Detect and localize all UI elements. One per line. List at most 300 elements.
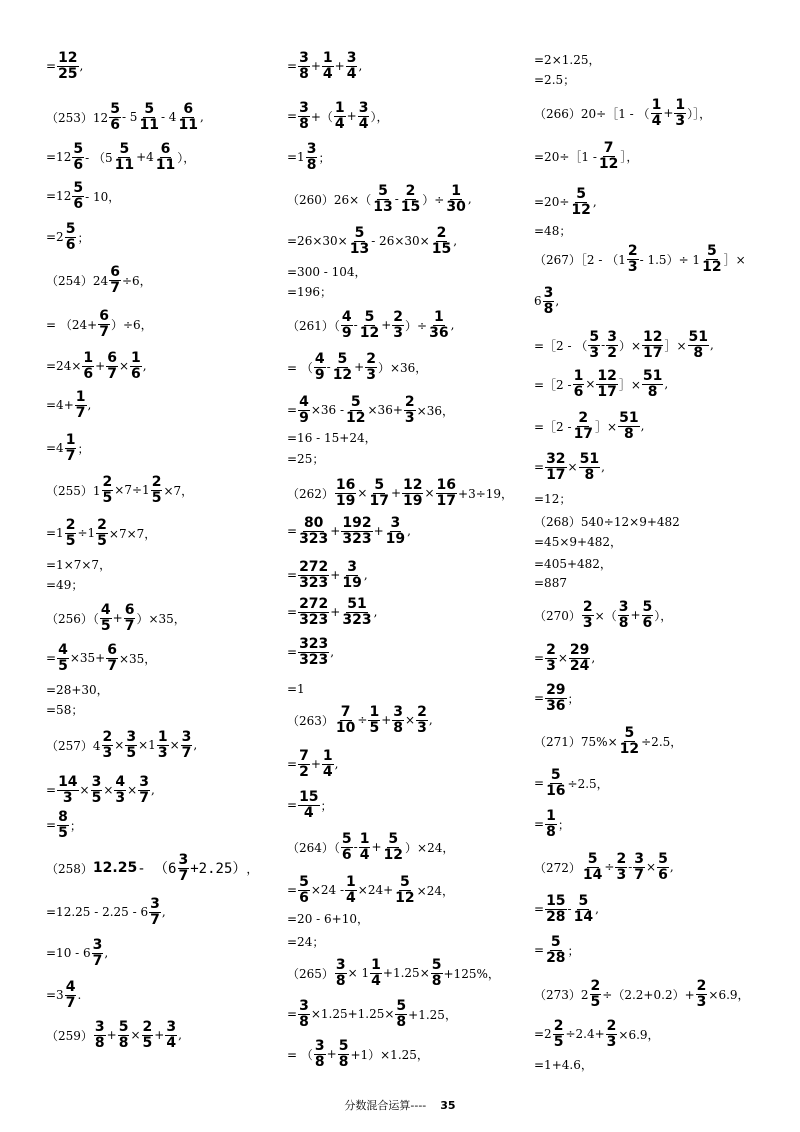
math-line (287, 142, 330, 172)
fraction-denominator: 8 (299, 65, 309, 82)
fraction-denominator: 3 (404, 409, 415, 426)
fraction-denominator: 6 (73, 195, 84, 212)
fraction-numerator: 14 (58, 773, 78, 790)
fraction (627, 244, 639, 275)
fraction-denominator: 19 (335, 492, 356, 509)
math-line (534, 532, 622, 550)
math-text: , (555, 294, 560, 308)
math-text: × (114, 738, 125, 752)
fraction-denominator: 8 (431, 972, 442, 989)
math-text: × (567, 460, 578, 474)
math-text: ］× (723, 252, 746, 267)
fraction-denominator: 15 (400, 198, 421, 215)
fraction-denominator: 16 (546, 782, 566, 799)
math-text: ×7×7， (108, 526, 157, 541)
fraction-denominator: 3 (115, 789, 126, 806)
math-text: . (77, 988, 82, 1002)
math-line (287, 449, 324, 467)
fraction (106, 351, 118, 382)
fraction (109, 102, 121, 133)
fraction-numerator: 3 (299, 49, 309, 66)
fraction-denominator: 7 (139, 789, 149, 806)
fraction (688, 330, 709, 361)
math-text: - (394, 192, 399, 206)
fraction (177, 102, 198, 133)
math-text: + (334, 59, 345, 73)
math-text: , (178, 1028, 182, 1042)
math-text: + (112, 611, 123, 625)
fraction (57, 775, 78, 806)
fraction-numerator: 7 (603, 139, 614, 156)
fraction (65, 980, 77, 1011)
math-text: = （ (287, 1047, 313, 1062)
fraction (642, 600, 654, 631)
fraction-denominator: 17 (546, 466, 566, 483)
fraction-denominator: 323 (342, 611, 372, 628)
fraction-numerator: 6 (183, 100, 194, 117)
math-text: - 4 (160, 110, 177, 124)
fraction-numerator: 16 (335, 476, 356, 493)
math-text: , (710, 338, 714, 352)
fraction (298, 749, 310, 780)
fraction-numerator: 3 (181, 728, 192, 745)
fraction (651, 98, 663, 129)
math-line (46, 980, 81, 1010)
fraction-numerator: 15 (299, 788, 319, 805)
fraction (674, 98, 686, 129)
math-text: +125%， (443, 966, 500, 981)
math-line (46, 265, 152, 295)
math-line (534, 600, 672, 630)
math-text: =24； (287, 934, 325, 949)
fraction-denominator: 25 (58, 65, 78, 82)
math-text: ×24 - (310, 883, 345, 897)
math-text: =1 (287, 682, 305, 696)
fraction-numerator: 7 (340, 703, 351, 720)
fraction-denominator: 6 (341, 846, 352, 863)
math-text: , (330, 645, 335, 659)
math-text: （262） (287, 486, 334, 501)
fraction (431, 958, 443, 989)
math-text: （273）2 (534, 987, 589, 1002)
fraction-denominator: 7 (65, 994, 76, 1011)
fraction-numerator: 5 (658, 850, 668, 867)
fraction-numerator: 1 (433, 308, 444, 325)
fraction-denominator: 323 (299, 530, 329, 547)
math-text: 6 (534, 294, 542, 308)
fraction (298, 637, 329, 668)
fraction-denominator: 17 (643, 344, 663, 361)
fraction-denominator: 5 (91, 789, 102, 806)
math-line (534, 1019, 660, 1049)
fraction (642, 369, 663, 400)
math-line (287, 909, 369, 927)
math-text: , (373, 605, 378, 619)
math-line (534, 512, 680, 530)
fraction-denominator: 3 (582, 614, 593, 631)
fraction-numerator: 12 (643, 328, 663, 345)
math-text: （272） (534, 860, 581, 875)
fraction (545, 768, 566, 799)
fraction (642, 330, 663, 361)
fraction-numerator: 1 (371, 956, 381, 973)
math-text: ×7， (163, 483, 194, 498)
math-text: =2 (46, 230, 64, 244)
math-text: ×24， (416, 883, 454, 898)
math-text: ×35， (118, 651, 157, 666)
math-line (287, 310, 454, 340)
math-text: ÷6， (121, 273, 152, 288)
math-text: ÷（2.2+0.2）+ (602, 987, 695, 1002)
fraction (392, 310, 404, 341)
math-text: = (287, 798, 298, 812)
fraction-denominator: 12 (395, 889, 415, 906)
math-text: +（ (310, 109, 333, 124)
fraction-numerator: 5 (550, 766, 561, 783)
math-text: =12.25 - 2.25 - 6 (46, 905, 149, 919)
fraction-denominator: 8 (314, 1053, 325, 1070)
math-text: - (601, 338, 606, 352)
fraction-denominator: 5 (142, 1034, 153, 1051)
fraction-numerator: 5 (364, 308, 375, 325)
fraction (114, 142, 135, 173)
fraction-denominator: 8 (647, 383, 658, 400)
fraction (569, 643, 590, 674)
fraction-numerator: 1 (322, 49, 333, 66)
math-text: =405+482， (534, 556, 612, 571)
math-text: =［2 - (534, 377, 572, 392)
fraction (392, 705, 404, 736)
math-text: =20 - 6+10， (287, 911, 369, 926)
fraction (98, 309, 110, 340)
fraction-numerator: 6 (124, 601, 135, 618)
math-text: = (534, 651, 545, 665)
fraction (151, 475, 163, 506)
fraction-denominator: 12 (383, 846, 404, 863)
math-line (46, 390, 91, 420)
fraction-denominator: 12 (598, 155, 619, 172)
fraction (75, 390, 87, 421)
fraction-numerator: 3 (335, 956, 346, 973)
math-text: ； (77, 230, 90, 245)
math-text: =24× (46, 359, 82, 373)
fraction (322, 51, 334, 82)
math-line (46, 938, 108, 968)
fraction-numerator: 5 (341, 830, 352, 847)
fraction-denominator: 6 (299, 889, 309, 906)
fraction-denominator: 6 (573, 383, 584, 400)
math-text: =28+30， (46, 682, 109, 697)
math-line (287, 999, 457, 1029)
fraction-numerator: 2 (627, 242, 638, 259)
math-text: - 10， (85, 189, 121, 204)
fraction-denominator: 3 (62, 789, 73, 806)
fraction-numerator: 3 (166, 1018, 177, 1035)
math-line (534, 574, 567, 592)
math-text: , (193, 738, 198, 752)
fraction (596, 369, 617, 400)
fraction-denominator: 3 (675, 112, 686, 129)
fraction (298, 875, 310, 906)
fraction-numerator: 2 (65, 516, 76, 533)
math-line (46, 700, 83, 718)
fraction (102, 730, 114, 761)
fraction-numerator: 323 (299, 635, 329, 652)
math-text: = (534, 902, 545, 916)
math-line (534, 98, 711, 128)
math-line (287, 832, 454, 862)
fraction-numerator: 6 (160, 140, 171, 157)
math-text: =2 (534, 1027, 552, 1041)
math-line (287, 262, 367, 280)
fraction-numerator: 3 (314, 1037, 325, 1054)
math-text: = (46, 783, 57, 797)
footer-title: 分数混合运算---- (344, 1099, 427, 1112)
fraction-numerator: 5 (118, 1018, 129, 1035)
math-text: ］× (664, 338, 687, 353)
fraction (553, 1019, 565, 1050)
fraction-denominator: 5 (126, 744, 137, 761)
fraction-numerator: 1 (573, 367, 584, 384)
fraction-denominator: 12 (332, 366, 353, 383)
math-line (287, 282, 332, 300)
math-text: , (363, 568, 368, 582)
math-text: 12.25 (92, 860, 138, 876)
fraction-denominator: 8 (306, 156, 317, 173)
fraction-denominator: 14 (573, 908, 594, 925)
fraction-numerator: 3 (393, 703, 404, 720)
math-text: ］× (595, 419, 618, 434)
fraction-numerator: 2 (417, 703, 427, 720)
math-line (534, 979, 750, 1009)
math-text: ÷ (604, 860, 615, 874)
fraction-denominator: 3 (616, 866, 627, 883)
math-text: + (310, 757, 321, 771)
math-text: ×6.9， (618, 1027, 660, 1042)
fraction (606, 330, 618, 361)
math-text: , (640, 419, 645, 433)
fraction (298, 597, 329, 628)
math-line (287, 226, 457, 256)
fraction-numerator: 2 (366, 350, 376, 367)
math-line (287, 395, 454, 425)
math-line (46, 643, 156, 673)
math-text: ）× (618, 338, 641, 353)
fraction-numerator: 1 (131, 349, 141, 366)
fraction-numerator: 4 (100, 601, 111, 618)
fraction-denominator: 24 (569, 657, 590, 674)
math-text: =58； (46, 702, 84, 717)
math-text: ÷2.5， (641, 734, 683, 749)
fraction-denominator: 12 (359, 324, 380, 341)
math-text: ÷1 (77, 526, 96, 540)
fraction-denominator: 8 (94, 1034, 105, 1051)
math-text: ）×24， (405, 840, 455, 855)
math-line (534, 411, 644, 441)
fraction-numerator: 2 (142, 1018, 153, 1035)
fraction-numerator: 80 (303, 514, 324, 531)
fraction-denominator: 6 (65, 236, 76, 253)
math-line (534, 768, 609, 798)
fraction-denominator: 323 (342, 530, 372, 547)
fraction (338, 1039, 350, 1070)
math-text: + (630, 608, 641, 622)
math-text: + (373, 524, 384, 538)
fraction (341, 832, 353, 863)
math-text: + (154, 1028, 165, 1042)
math-text: , (453, 234, 458, 248)
fraction (72, 181, 84, 212)
fraction-denominator: 3 (696, 993, 707, 1010)
math-text: , (592, 195, 597, 209)
fraction (65, 222, 77, 253)
math-text: , (595, 902, 599, 916)
math-text: ； (557, 817, 570, 832)
fraction-numerator: 5 (388, 830, 399, 847)
fraction (65, 433, 77, 464)
math-line (534, 452, 605, 482)
math-text: （267）［2 - （1 (534, 252, 626, 267)
math-text: + (381, 318, 392, 332)
fraction (341, 597, 372, 628)
math-text: =48； (534, 223, 572, 238)
fraction-numerator: 6 (99, 307, 109, 324)
math-text: = (534, 460, 545, 474)
fraction-numerator: 29 (569, 641, 590, 658)
fraction (545, 452, 566, 483)
math-text: =16 - 15+24， (287, 430, 377, 445)
fraction (124, 603, 136, 634)
fraction-denominator: 6 (658, 866, 668, 883)
fraction-denominator: 11 (155, 156, 176, 173)
fraction-numerator: 3 (178, 851, 189, 868)
math-text: ）÷6， (110, 317, 153, 332)
fraction (545, 683, 566, 714)
math-text: × (585, 377, 596, 391)
math-text: - (353, 318, 358, 332)
fraction (138, 102, 159, 133)
fraction (370, 958, 382, 989)
math-text: × (646, 860, 657, 874)
fraction-denominator: 3 (366, 366, 376, 383)
math-line (534, 286, 559, 316)
math-text: =［2 - （ (534, 338, 588, 353)
fraction-denominator: 12 (346, 409, 366, 426)
fraction-numerator: 3 (543, 284, 554, 301)
fraction-numerator: 2 (102, 728, 113, 745)
fraction (615, 852, 627, 883)
fraction-denominator: 17 (573, 425, 594, 442)
fraction (118, 1020, 130, 1051)
fraction-numerator: 1 (65, 431, 76, 448)
math-text: × (557, 651, 568, 665)
math-line (46, 730, 197, 760)
fraction-denominator: 5 (100, 617, 111, 634)
fraction-numerator: 5 (354, 224, 365, 241)
math-line (46, 603, 186, 633)
fraction-numerator: 3 (299, 99, 309, 116)
math-line (287, 680, 305, 698)
fraction-denominator: 2 (299, 763, 309, 780)
math-line (46, 142, 195, 172)
math-text: × (79, 783, 90, 797)
math-text: = (287, 645, 298, 659)
fraction-numerator: 2 (151, 473, 162, 490)
math-text: +3÷19， (458, 486, 514, 501)
fraction-denominator: 9 (299, 409, 309, 426)
math-text: + (330, 605, 341, 619)
fraction-denominator: 36 (429, 324, 449, 341)
fraction-denominator: 323 (299, 574, 329, 591)
fraction (579, 452, 600, 483)
math-text: ×6.9， (708, 987, 750, 1002)
math-text: ］， (620, 149, 639, 164)
fraction-denominator: 7 (99, 323, 109, 340)
math-text: （268）540÷12×9+482 (534, 514, 680, 529)
math-line (287, 516, 411, 546)
math-line (287, 560, 368, 590)
math-text: , (104, 946, 109, 960)
fraction (372, 184, 393, 215)
fraction-denominator: 7 (634, 866, 645, 883)
math-text: （270） (534, 608, 581, 623)
fraction-numerator: 2 (590, 977, 601, 994)
fraction-numerator: 5 (73, 179, 84, 196)
fraction-numerator: 51 (619, 409, 639, 426)
fraction-numerator: 2 (606, 1017, 617, 1034)
math-line (287, 101, 388, 131)
math-line (534, 852, 674, 882)
math-text: + (371, 840, 382, 854)
fraction-denominator: 7 (181, 744, 192, 761)
fraction (82, 351, 94, 382)
math-text: , (150, 783, 155, 797)
math-text: （254）24 (46, 273, 109, 288)
fraction-numerator: 3 (126, 728, 137, 745)
fraction-numerator: 3 (306, 140, 317, 157)
fraction-numerator: 3 (607, 328, 617, 345)
fraction-denominator: 3 (589, 344, 600, 361)
math-text: - 1.5）÷ 1 (639, 252, 701, 267)
fraction-denominator: 19 (342, 574, 362, 591)
fraction-denominator: 5 (58, 824, 68, 841)
math-line (46, 51, 83, 81)
math-text: × (169, 738, 180, 752)
fraction (155, 142, 176, 173)
math-text: × (103, 783, 114, 797)
math-line (46, 555, 111, 573)
fraction-numerator: 1 (157, 728, 168, 745)
math-line (287, 958, 500, 988)
fraction-numerator: 1 (346, 873, 356, 890)
fraction-numerator: 51 (642, 367, 663, 384)
math-line (534, 489, 571, 507)
fraction-denominator: 5 (590, 993, 601, 1010)
fraction (436, 478, 457, 509)
fraction-numerator: 12 (403, 476, 423, 493)
math-line (534, 643, 595, 673)
fraction-numerator: 5 (578, 892, 589, 909)
math-text: = (287, 757, 298, 771)
math-text: =1 (46, 526, 64, 540)
math-text: - (353, 840, 358, 854)
math-line (534, 554, 612, 572)
fraction (657, 852, 669, 883)
math-text: =26×30× (287, 234, 348, 248)
fraction-numerator: 6 (107, 349, 117, 366)
math-text: ×36 - (310, 403, 345, 417)
math-text: （256）（ (46, 611, 99, 626)
